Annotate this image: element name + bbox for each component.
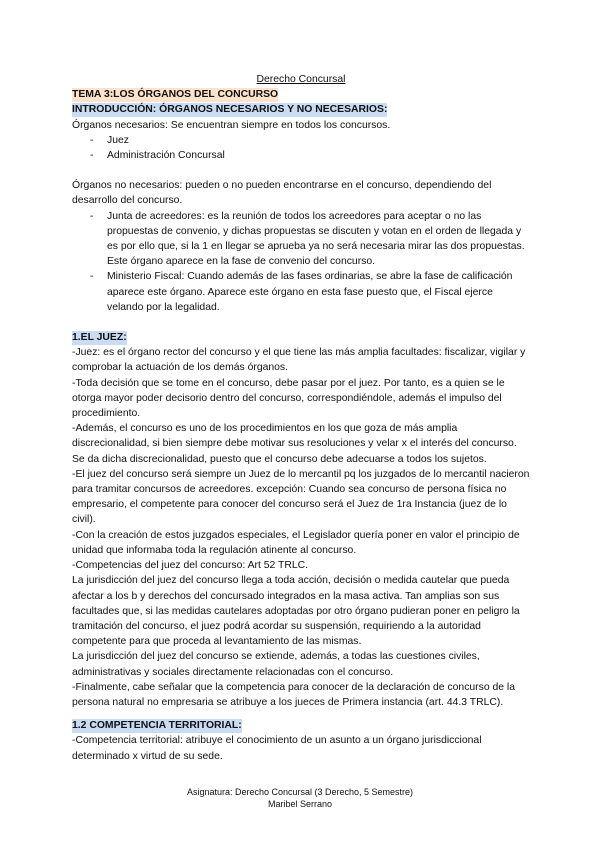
juez-heading: 1.EL JUEZ: bbox=[72, 332, 127, 344]
paragraph: -El juez del concurso será siempre un Juez de lo mercantil pq los juzgados de lo mercantil nacieron para tramitar concursos de acreedores. excepción: Cuando sea concurso de persona física no empresario, el competente para conocer del concurso será el Juez de 1ra Instancia (juez de lo civil). bbox=[72, 468, 530, 526]
paragraph: La jurisdicción del juez del concurso llega a toda acción, decisión o medida cautelar que pueda afectar a los b y derechos del concursado integrados en la masa activa. Tan amplias son sus facultades que, si las medidas cautelares adoptadas por otro órgano pudieran poner en peligro la tramitación del concurso, el juez podrá acordar su suspensión, requiriendo a la autoridad competente para que proceda al levantamiento de las mismas. bbox=[72, 575, 520, 648]
paragraph: -Además, el concurso es uno de los procedimientos en los que goza de más amplia discrecionalidad, si bien siempre debe motivar sus resoluciones y velar x el interés del concurso. Se da dicha discrecionalidad, puesto que el concurso debe adecuarse a todos los sujetos. bbox=[72, 423, 517, 465]
document-page bbox=[72, 72, 530, 764]
list-item: - Junta de acreedores: es la reunión de todos los acreedores para aceptar o no las propuestas de convenio, y dichas propuestas se discuten y votan en el orden de llegada y es por ello que, si la 1 en llegar se aprueba ya no será necesaria mirar las dos propuestas. Este órgano aparece en la fase de convenio del concurso. bbox=[72, 209, 530, 270]
no-necesarios-text: Órganos no necesarios: pueden o no pueden encontrarse en el concurso, dependiendo del desarrollo del concurso. bbox=[72, 180, 492, 207]
list-item: - Administración Concursal bbox=[72, 148, 530, 163]
paragraph: -Juez: es el órgano rector del concurso y el que tiene las más amplia facultades: fiscalizar, vigilar y comprobar la actuación de los demás órganos. bbox=[72, 347, 526, 374]
no-necesarios-list bbox=[72, 209, 530, 315]
paragraph: -Finalmente, cabe señalar que la competencia para conocer de la declaración de concurso de la persona natural no empresaria se atribuye a los jueces de Primera instancia (art. 44.3 TRLC). bbox=[72, 681, 516, 708]
competencia-heading: 1.2 COMPETENCIA TERRITORIAL: bbox=[72, 720, 242, 732]
list-item: - Ministerio Fiscal: Cuando además de las fases ordinarias, se abre la fase de calificación aparece este órgano. Aparece este órgano en esta fase puesto que, el Fiscal ejerce velando por la legalidad. bbox=[72, 269, 530, 315]
necesarios-list bbox=[72, 133, 530, 163]
competencia-text: -Competencia territorial: atribuye el conocimiento de un asunto a un órgano jurisdiccional determinado x virtud de su sede. bbox=[72, 735, 482, 762]
footer-subject: Asignatura: Derecho Concursal (3 Derecho, 5 Semestre) bbox=[186, 787, 414, 797]
list-item: - Juez bbox=[72, 133, 530, 148]
paragraph: La jurisdicción del juez del concurso se extiende, además, a todas las cuestiones civiles, administrativas y sociales directamente relacionadas con el concurso. bbox=[72, 651, 480, 678]
footer-author: Maribel Serrano bbox=[267, 799, 333, 809]
necesarios-text: Órganos necesarios: Se encuentran siempre en todos los concursos. bbox=[72, 119, 391, 131]
paragraph: -Competencias del juez del concurso: Art 52 TRLC. bbox=[72, 560, 309, 572]
intro-heading: INTRODUCCIÓN: ÓRGANOS NECESARIOS Y NO NECESARIOS: bbox=[72, 104, 388, 116]
document-title: Derecho Concursal bbox=[256, 74, 346, 85]
paragraph: -Con la creación de estos juzgados especiales, el Legislador quería poner en valor el principio de unidad que informaba toda la regulación atinente al concurso. bbox=[72, 529, 520, 556]
paragraph: -Toda decisión que se tome en el concurso, debe pasar por el juez. Por tanto, es a quien se le otorga mayor poder decisorio dentro del concurso, correspondiéndole, además el impulso del procedimiento. bbox=[72, 377, 505, 420]
page-footer bbox=[0, 786, 600, 810]
tema-title: TEMA 3:LOS ÓRGANOS DEL CONCURSO bbox=[72, 89, 279, 101]
